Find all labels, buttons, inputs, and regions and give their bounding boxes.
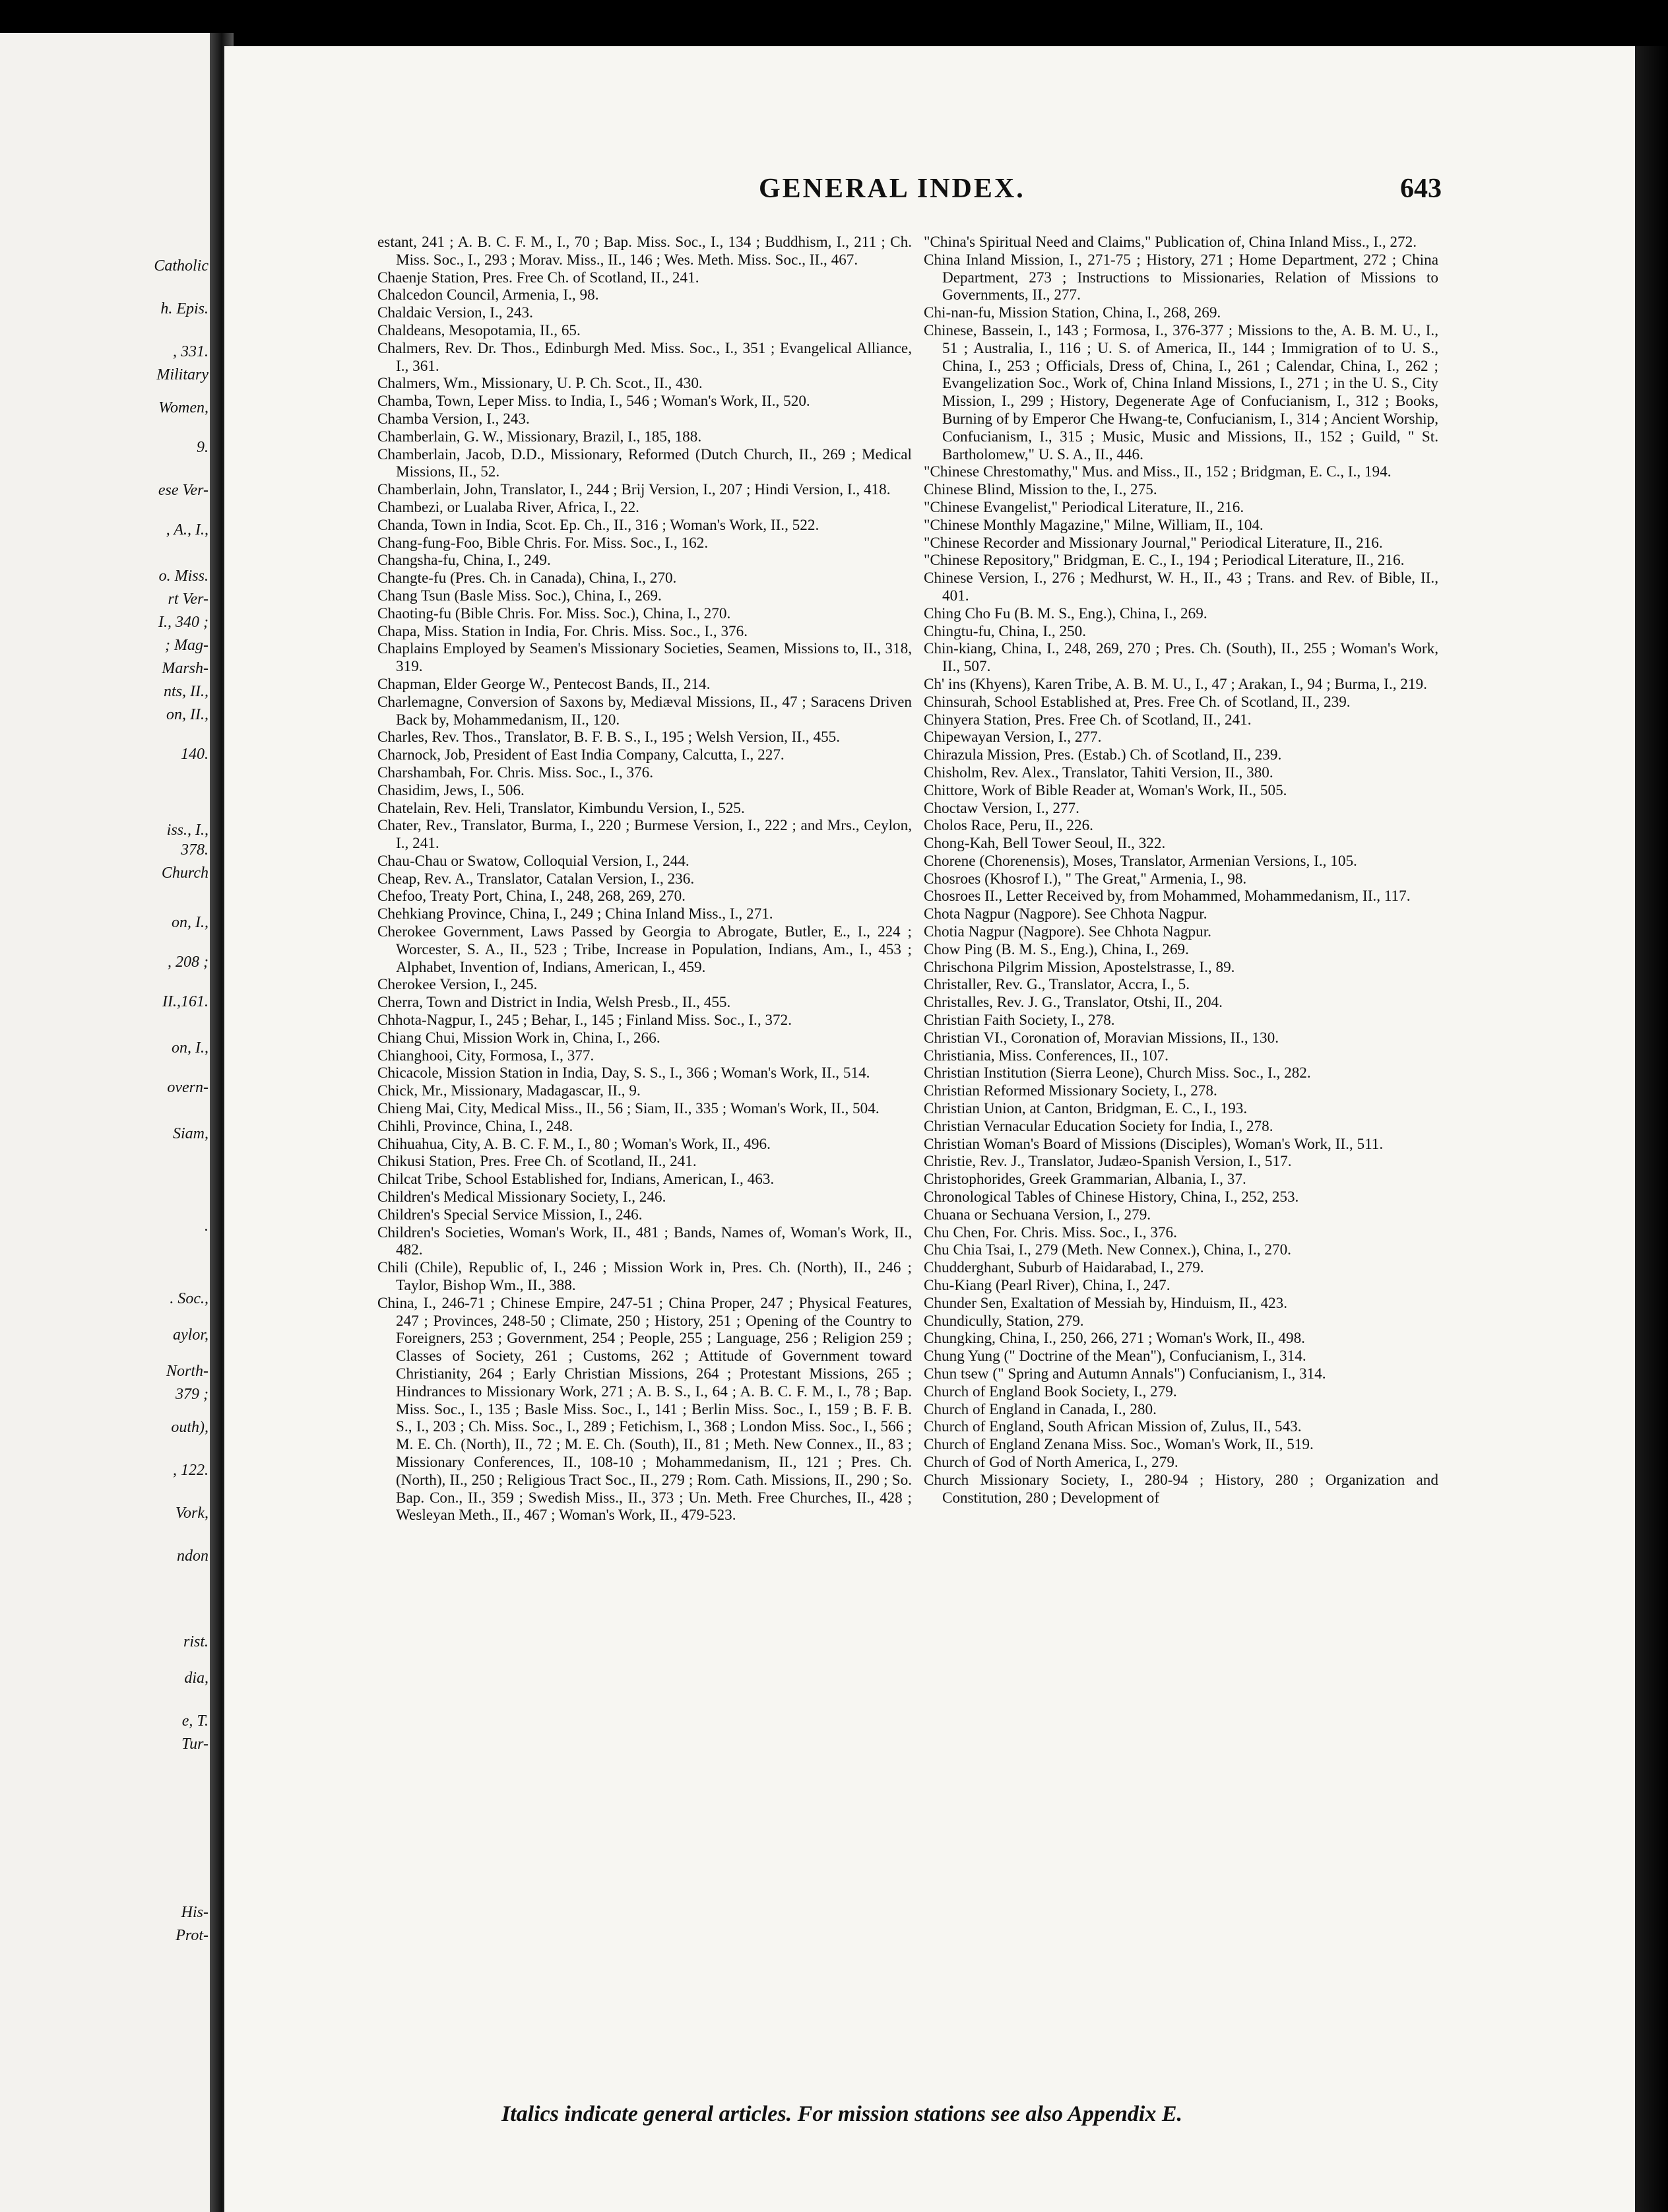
previous-page-fragment: ese Ver- bbox=[158, 482, 208, 499]
index-entry: Chhota-Nagpur, I., 245 ; Behar, I., 145 ; Finland Miss. Soc., I., 372. bbox=[377, 1012, 792, 1029]
index-entry: Chanda, Town in India, Scot. Ep. Ch., II., 316 ; Woman's Work, II., 522. bbox=[377, 516, 819, 534]
index-entry: Chang-fung-Foo, Bible Chris. For. Miss. Soc., I., 162. bbox=[377, 534, 709, 552]
index-entry: Chow Ping (B. M. S., Eng.), China, I., 269. bbox=[924, 940, 1189, 958]
index-entry: Chronological Tables of Chinese History, China, I., 252, 253. bbox=[924, 1188, 1299, 1206]
previous-page-fragment: dia, bbox=[184, 1670, 208, 1687]
index-entry: Chaoting-fu (Bible Chris. For. Miss. Soc.), China, I., 270. bbox=[377, 604, 731, 622]
running-head-title: GENERAL INDEX. bbox=[759, 174, 1025, 204]
index-entry: Chisholm, Rev. Alex., Translator, Tahiti Version, II., 380. bbox=[924, 764, 1273, 781]
index-entry: Cherra, Town and District in India, Welsh Presb., II., 455. bbox=[377, 994, 731, 1012]
index-entry: Charlemagne, Conversion of Saxons by, Mediæval Missions, II., 47 ; Saracens Driven Back by, Mohammedanism, II., 120. bbox=[377, 693, 912, 729]
index-entry: Church Missionary Society, I., 280-94 ; History, 280 ; Organization and Constitution, 280 ; Development of bbox=[924, 1471, 1438, 1507]
previous-page-fragment: 9. bbox=[197, 439, 208, 456]
index-entry: Christian Union, at Canton, Bridgman, E. C., I., 193. bbox=[924, 1100, 1248, 1118]
index-entry: Christian Woman's Board of Missions (Disciples), Woman's Work, II., 511. bbox=[924, 1135, 1384, 1153]
index-entry: Chrischona Pilgrim Mission, Apostelstrasse, I., 89. bbox=[924, 958, 1235, 976]
previous-page-fragment: e, T. bbox=[181, 1712, 208, 1730]
index-entry: Chamba, Town, Leper Miss. to India, I., 546 ; Woman's Work, II., 520. bbox=[377, 393, 810, 410]
index-entry: Chili (Chile), Republic of, I., 246 ; Mission Work in, Pres. Ch. (North), II., 246 ; Taylor, Bishop Wm., II., 388. bbox=[377, 1259, 912, 1295]
index-entry: Church of England in Canada, I., 280. bbox=[924, 1400, 1157, 1418]
previous-page-fragment: Marsh- bbox=[162, 660, 208, 677]
index-entry: Christian Reformed Missionary Society, I., 278. bbox=[924, 1082, 1217, 1100]
previous-page-fragment: h. Epis. bbox=[160, 300, 208, 317]
index-entry: Chinese Version, I., 276 ; Medhurst, W. H., II., 43 ; Trans. and Rev. of Bible, II., 401. bbox=[924, 569, 1438, 604]
index-entry: Ch' ins (Khyens), Karen Tribe, A. B. M. U., I., 47 ; Arakan, I., 94 ; Burma, I., 219. bbox=[924, 675, 1427, 693]
index-entry: Chaenje Station, Pres. Free Ch. of Scotland, II., 241. bbox=[377, 269, 699, 286]
previous-page-fragment: outh), bbox=[171, 1419, 208, 1436]
index-entry: Chuana or Sechuana Version, I., 279. bbox=[924, 1206, 1151, 1223]
previous-page-fragment: on, II., bbox=[166, 706, 208, 723]
index-entry: "Chinese Evangelist," Periodical Literature, II., 216. bbox=[924, 498, 1244, 516]
previous-page-fragment: overn- bbox=[167, 1079, 208, 1096]
index-entry: Charshambah, For. Chris. Miss. Soc., I., 376. bbox=[377, 764, 654, 781]
index-entry: "Chinese Recorder and Missionary Journal," Periodical Literature, II., 216. bbox=[924, 534, 1383, 552]
index-entry: Chu Chen, For. Chris. Miss. Soc., I., 376. bbox=[924, 1223, 1177, 1241]
previous-page-fragment: Military bbox=[156, 366, 208, 383]
index-entry: Chun tsew (" Spring and Autumn Annals") Confucianism, I., 314. bbox=[924, 1365, 1326, 1382]
index-entry: Chundicully, Station, 279. bbox=[924, 1312, 1084, 1330]
index-entry: Chotia Nagpur (Nagpore). See Chhota Nagpur. bbox=[924, 923, 1211, 941]
previous-page-fragment: Women, bbox=[158, 399, 208, 416]
previous-page-fragment: , 208 ; bbox=[168, 954, 208, 971]
index-entry: Chota Nagpur (Nagpore). See Chhota Nagpur. bbox=[924, 905, 1207, 923]
index-entry: Church of England Zenana Miss. Soc., Woman's Work, II., 519. bbox=[924, 1436, 1314, 1454]
index-entry: Chehkiang Province, China, I., 249 ; China Inland Miss., I., 271. bbox=[377, 905, 773, 923]
index-entry: Chingtu-fu, China, I., 250. bbox=[924, 622, 1087, 640]
index-column-right bbox=[924, 234, 1438, 1507]
index-entry: Chittore, Work of Bible Reader at, Woman's Work, II., 505. bbox=[924, 781, 1287, 799]
index-entry: Chicacole, Mission Station in India, Day, S. S., I., 366 ; Woman's Work, II., 514. bbox=[377, 1064, 870, 1082]
index-entry: Chalmers, Rev. Dr. Thos., Edinburgh Med. Miss. Soc., I., 351 ; Evangelical Alliance, I., 361. bbox=[377, 339, 912, 375]
previous-page-fragment: Catholic bbox=[154, 257, 208, 275]
index-entry: Cherokee Version, I., 245. bbox=[377, 976, 538, 994]
previous-page-fragment: rt Ver- bbox=[168, 591, 208, 608]
previous-page-fragment: nts, II., bbox=[164, 683, 208, 700]
page-edge bbox=[1635, 46, 1668, 2212]
index-entry: Chudderghant, Suburb of Haidarabad, I., 279. bbox=[924, 1259, 1204, 1277]
index-entry: Chipewayan Version, I., 277. bbox=[924, 729, 1102, 746]
index-column-left bbox=[377, 234, 912, 1524]
index-entry: China, I., 246-71 ; Chinese Empire, 247-51 ; China Proper, 247 ; Physical Features, 247 ; Provinces, 248-50 ; Climate, 250 ; History, 251 ; Opening of the Country to Foreigners, 253 ; Government, 254 ; People, 255 ; Language, 256 ; Religion 259 ; Classes of Society, 261 ; Customs, 262 ; Attitude of Government toward Christianity, 264 ; Early Christian Missions, 264 ; Protestant Missions, 265 ; Hindrances to Missionary Work, 271 ; A. B. S., I., 64 ; A. B. C. F. M., I., 78 ; Bap. Miss. Soc., I., 135 ; Basle Miss. Soc., I., 141 ; Berlin Miss. Soc., I., 159 ; B. F. B. S., I., 203 ; Ch. Miss. Soc., I., 289 ; Fetichism, I., 368 ; London Miss. Soc., I., 566 ; M. E. Ch. (North), II., 72 ; M. E. Ch. (South), II., 81 ; Meth. New Connex., II., 83 ; Missionary Conferences, II., 108-10 ; Mohammedanism, II., 121 ; Pres. Ch. (North), II., 250 ; Religious Tract Soc., II., 279 ; Rom. Cath. Missions, II., 290 ; So. Bap. Con., II., 359 ; Swedish Miss., II., 373 ; Un. Meth. Free Churches, II., 428 ; Wesleyan Meth., II., 467 ; Woman's Work, II., 479-523. bbox=[377, 1294, 912, 1524]
page-number: 643 bbox=[1400, 174, 1442, 204]
index-entry: Chinese Blind, Mission to the, I., 275. bbox=[924, 481, 1157, 499]
index-entry: China Inland Mission, I., 271-75 ; History, 271 ; Home Department, 272 ; China Department, 273 ; Instructions to Missionaries, Relation of Missions to Governments, II., 277. bbox=[924, 251, 1438, 304]
previous-page-fragment: aylor, bbox=[173, 1326, 208, 1344]
index-entry: Chamberlain, Jacob, D.D., Missionary, Reformed (Dutch Church, II., 269 ; Medical Missions, II., 52. bbox=[377, 445, 912, 481]
footer-note: Italics indicate general articles. For mission stations see also Appendix E. bbox=[501, 2102, 1183, 2126]
index-entry: "Chinese Repository," Bridgman, E. C., I., 194 ; Periodical Literature, II., 216. bbox=[924, 552, 1405, 569]
index-entry: "Chinese Chrestomathy," Mus. and Miss., II., 152 ; Bridgman, E. C., I., 194. bbox=[924, 463, 1392, 481]
index-entry: Christian Institution (Sierra Leone), Church Miss. Soc., I., 282. bbox=[924, 1064, 1311, 1082]
index-entry: Chin-kiang, China, I., 248, 269, 270 ; Pres. Ch. (South), II., 255 ; Woman's Work, II., 507. bbox=[924, 640, 1438, 676]
previous-page-fragment: North- bbox=[166, 1363, 208, 1380]
previous-page-fragment: Vork, bbox=[176, 1505, 208, 1522]
index-entry: Chirazula Mission, Pres. (Estab.) Ch. of Scotland, II., 239. bbox=[924, 746, 1282, 764]
previous-page-fragment: . bbox=[205, 1218, 208, 1235]
index-entry: Chaldeans, Mesopotamia, II., 65. bbox=[377, 321, 581, 339]
previous-page-fragment: 378. bbox=[181, 841, 208, 859]
index-entry: Chambezi, or Lualaba River, Africa, I., 22. bbox=[377, 498, 639, 516]
index-entry: Chamberlain, John, Translator, I., 244 ; Brij Version, I., 207 ; Hindi Version, I., 418. bbox=[377, 481, 891, 499]
index-entry: Chiang Chui, Mission Work in, China, I., 266. bbox=[377, 1029, 660, 1047]
index-entry: Chinese, Bassein, I., 143 ; Formosa, I., 376-377 ; Missions to the, A. B. M. U., I., 51 ; Australia, I., 116 ; U. S. of America, II., 144 ; Immigration of to U. S., China, I., 253 ; Officials, Dress of, China, I., 261 ; Calendar, China, I., 262 ; Evangelization Soc., Work of, China Inland Missions, I., 271 ; in the U. S., City Mission, I., 299 ; History, Degenerate Age of Confucianism, I., 312 ; Books, Burning of by Emperor Che Hwang-te, Confucianism, I., 314 ; Ancient Worship, Confucianism, I., 315 ; Music, Music and Missions, II., 152 ; Guild, " St. Bartholomew," U. S. A., II., 446. bbox=[924, 321, 1438, 463]
previous-page-fragment: , 122. bbox=[173, 1462, 208, 1479]
index-entry: Chapman, Elder George W., Pentecost Bands, II., 214. bbox=[377, 675, 711, 693]
index-entry: Cheap, Rev. A., Translator, Catalan Version, I., 236. bbox=[377, 870, 695, 888]
index-entry: Chau-Chau or Swatow, Colloquial Version, I., 244. bbox=[377, 852, 690, 870]
index-entry: Chieng Mai, City, Medical Miss., II., 56 ; Siam, II., 335 ; Woman's Work, II., 504. bbox=[377, 1100, 880, 1118]
index-entry: Chorene (Chorenensis), Moses, Translator, Armenian Versions, I., 105. bbox=[924, 852, 1357, 870]
index-entry: Chater, Rev., Translator, Burma, I., 220 ; Burmese Version, I., 222 ; and Mrs., Ceylon, I., 241. bbox=[377, 817, 912, 853]
previous-page-fragment: Siam, bbox=[173, 1125, 208, 1142]
index-entry: Chick, Mr., Missionary, Madagascar, II., 9. bbox=[377, 1082, 641, 1100]
index-entry: Chinsurah, School Established at, Pres. Free Ch. of Scotland, II., 239. bbox=[924, 693, 1351, 711]
previous-page-fragment: ; Mag- bbox=[165, 637, 208, 654]
index-entry: Christiania, Miss. Conferences, II., 107. bbox=[924, 1047, 1169, 1064]
index-entry: Cholos Race, Peru, II., 226. bbox=[924, 817, 1093, 835]
previous-page-fragment: , A., I., bbox=[166, 521, 208, 538]
index-entry: Christian Faith Society, I., 278. bbox=[924, 1012, 1115, 1029]
index-entry: Chapa, Miss. Station in India, For. Chris. Miss. Soc., I., 376. bbox=[377, 622, 748, 640]
index-entry: Christian Vernacular Education Society for India, I., 278. bbox=[924, 1117, 1273, 1135]
index-entry: Chaldaic Version, I., 243. bbox=[377, 304, 533, 322]
previous-page-fragment: on, I., bbox=[172, 1039, 208, 1057]
index-entry: Christie, Rev. J., Translator, Judæo-Spanish Version, I., 517. bbox=[924, 1153, 1292, 1171]
index-entry: Chosroes II., Letter Received by, from Mohammed, Mohammedanism, II., 117. bbox=[924, 888, 1411, 905]
previous-page-fragment: , 331. bbox=[173, 343, 208, 360]
index-entry: Chunder Sen, Exaltation of Messiah by, Hinduism, II., 423. bbox=[924, 1294, 1288, 1312]
index-entry: Chasidim, Jews, I., 506. bbox=[377, 781, 525, 799]
previous-page-fragment: rist. bbox=[183, 1633, 208, 1650]
previous-page-fragment: iss., I., bbox=[166, 822, 208, 839]
previous-page-fragment: . Soc., bbox=[170, 1290, 208, 1307]
index-entry: Church of God of North America, I., 279. bbox=[924, 1453, 1178, 1471]
previous-page-fragment: ndon bbox=[177, 1547, 208, 1565]
previous-page-fragment: II.,161. bbox=[162, 993, 208, 1010]
previous-page-fragment: o. Miss. bbox=[158, 568, 208, 585]
index-entry: Changte-fu (Pres. Ch. in Canada), China, I., 270. bbox=[377, 569, 677, 587]
index-entry: Children's Special Service Mission, I., 246. bbox=[377, 1206, 643, 1223]
index-entry: Chang Tsun (Basle Miss. Soc.), China, I., 269. bbox=[377, 587, 662, 604]
index-entry: Children's Medical Missionary Society, I., 246. bbox=[377, 1188, 666, 1206]
index-entry: Chihli, Province, China, I., 248. bbox=[377, 1117, 573, 1135]
index-entry: Chong-Kah, Bell Tower Seoul, II., 322. bbox=[924, 835, 1166, 853]
index-entry: Chamberlain, G. W., Missionary, Brazil, I., 185, 188. bbox=[377, 428, 702, 445]
index-entry: Chungking, China, I., 250, 266, 271 ; Woman's Work, II., 498. bbox=[924, 1330, 1305, 1348]
index-entry: Christophorides, Greek Grammarian, Albania, I., 37. bbox=[924, 1171, 1246, 1188]
previous-page-fragment: Tur- bbox=[181, 1736, 208, 1753]
index-entry: "Chinese Monthly Magazine," Milne, William, II., 104. bbox=[924, 516, 1264, 534]
previous-page-fragment: I., 340 ; bbox=[158, 614, 208, 631]
index-entry: estant, 241 ; A. B. C. F. M., I., 70 ; Bap. Miss. Soc., I., 134 ; Buddhism, I., 211 ; Ch. Miss. Soc., I., 293 ; Morav. Miss., II., 146 ; Wes. Meth. Miss. Soc., II., 467. bbox=[377, 234, 912, 269]
index-entry: Chalcedon Council, Armenia, I., 98. bbox=[377, 286, 599, 304]
index-entry: Choctaw Version, I., 277. bbox=[924, 799, 1079, 817]
index-entry: Chihuahua, City, A. B. C. F. M., I., 80 ; Woman's Work, II., 496. bbox=[377, 1135, 771, 1153]
index-entry: Changsha-fu, China, I., 249. bbox=[377, 552, 551, 569]
index-entry: Chalmers, Wm., Missionary, U. P. Ch. Scot., II., 430. bbox=[377, 375, 703, 393]
index-entry: Christian VI., Coronation of, Moravian Missions, II., 130. bbox=[924, 1029, 1279, 1047]
previous-page-fragment: His- bbox=[181, 1904, 208, 1921]
previous-page-fragment: 379 ; bbox=[176, 1386, 208, 1403]
index-entry: Chatelain, Rev. Heli, Translator, Kimbundu Version, I., 525. bbox=[377, 799, 745, 817]
previous-page-fragment: 140. bbox=[181, 746, 208, 763]
index-entry: Chinyera Station, Pres. Free Ch. of Scotland, II., 241. bbox=[924, 711, 1252, 729]
index-entry: Chilcat Tribe, School Established for, Indians, American, I., 463. bbox=[377, 1171, 775, 1188]
index-entry: "China's Spiritual Need and Claims," Publication of, China Inland Miss., I., 272. bbox=[924, 234, 1417, 251]
previous-page-fragment: Prot- bbox=[176, 1927, 208, 1944]
index-entry: Cherokee Government, Laws Passed by Georgia to Abrogate, Butler, E., I., 224 ; Worcester, S. A., II., 523 ; Tribe, Increase in Population, Indians, Am., I., 453 ; Alphabet, Invention of, Indians, American, I., 459. bbox=[377, 923, 912, 976]
index-entry: Chianghooi, City, Formosa, I., 377. bbox=[377, 1047, 594, 1064]
previous-page-fragment: Church bbox=[161, 864, 208, 882]
index-entry: Christaller, Rev. G., Translator, Accra, I., 5. bbox=[924, 976, 1190, 994]
previous-page-fragment: on, I., bbox=[172, 914, 208, 931]
index-entry: Chung Yung (" Doctrine of the Mean"), Confucianism, I., 314. bbox=[924, 1348, 1306, 1365]
index-entry: Children's Societies, Woman's Work, II., 481 ; Bands, Names of, Woman's Work, II., 482. bbox=[377, 1223, 912, 1259]
index-entry: Chu Chia Tsai, I., 279 (Meth. New Connex.), China, I., 270. bbox=[924, 1241, 1291, 1259]
index-entry: Charles, Rev. Thos., Translator, B. F. B. S., I., 195 ; Welsh Version, II., 455. bbox=[377, 729, 841, 746]
index-entry: Chi-nan-fu, Mission Station, China, I., 268, 269. bbox=[924, 304, 1221, 322]
index-entry: Chamba Version, I., 243. bbox=[377, 410, 530, 428]
previous-page-strip bbox=[0, 33, 218, 2212]
index-entry: Chefoo, Treaty Port, China, I., 248, 268, 269, 270. bbox=[377, 888, 686, 905]
index-entry: Christalles, Rev. J. G., Translator, Otshi, II., 204. bbox=[924, 994, 1223, 1012]
index-entry: Chu-Kiang (Pearl River), China, I., 247. bbox=[924, 1277, 1171, 1295]
index-entry: Church of England, South African Mission of, Zulus, II., 543. bbox=[924, 1418, 1302, 1436]
index-entry: Chosroes (Khosrof I.), " The Great," Armenia, I., 98. bbox=[924, 870, 1247, 888]
index-entry: Chikusi Station, Pres. Free Ch. of Scotland, II., 241. bbox=[377, 1153, 697, 1171]
index-entry: Chaplains Employed by Seamen's Missionary Societies, Seamen, Missions to, II., 318, 319. bbox=[377, 640, 912, 676]
index-entry: Church of England Book Society, I., 279. bbox=[924, 1382, 1177, 1400]
index-entry: Charnock, Job, President of East India Company, Calcutta, I., 227. bbox=[377, 746, 785, 764]
index-entry: Ching Cho Fu (B. M. S., Eng.), China, I., 269. bbox=[924, 604, 1207, 622]
